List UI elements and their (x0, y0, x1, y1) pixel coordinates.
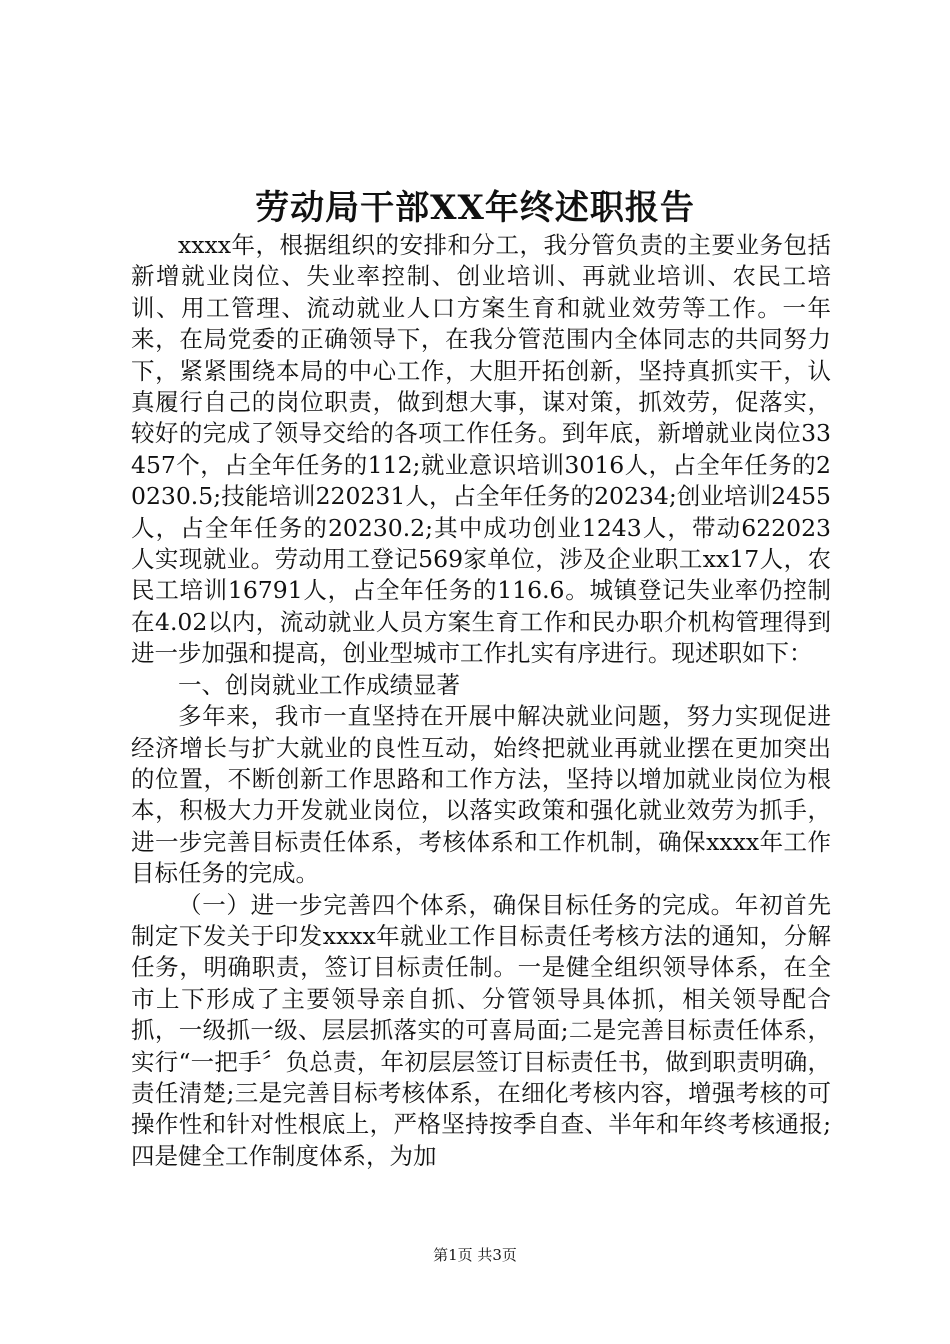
document-body (131, 230, 831, 1172)
paragraph-intro: xxxx年，根据组织的安排和分工，我分管负责的主要业务包括新增就业岗位、失业率控制、创业培训、再就业培训、农民工培训、用工管理、流动就业人口方案生育和就业效劳等工作。一年来，在局党委的正确领导下，在我分管范围内全体同志的共同努力下，紧紧围绕本局的中心工作，大胆开拓创新，坚持真抓实干，认真履行自己的岗位职责，做到想大事，谋对策，抓效劳，促落实，较好的完成了领导交给的各项工作任务。到年底，新增就业岗位33457个，占全年任务的112;就业意识培训3016人，占全年任务的20230.5;技能培训220231人，占全年任务的20234;创业培训2455人，占全年任务的20230.2;其中成功创业1243人，带动622023人实现就业。劳动用工登记569家单位，涉及企业职工xx17人，农民工培训16791人，占全年任务的116.6。城镇登记失业率仍控制在4.02以内，流动就业人员方案生育工作和民办职介机构管理得到进一步加强和提高，创业型城市工作扎实有序进行。现述职如下： (131, 231, 831, 668)
section-heading: 一、创岗就业工作成绩显著 (178, 670, 460, 699)
paragraph-section-1: 多年来，我市一直坚持在开展中解决就业问题，努力实现促进经济增长与扩大就业的良性互动，始终把就业再就业摆在更加突出的位置，不断创新工作思路和工作方法，坚持以增加就业岗位为根本，积极大力开发就业岗位，以落实政策和强化就业效劳为抓手，进一步完善目标责任体系，考核体系和工作机制，确保xxxx年工作目标任务的完成。 (131, 702, 831, 888)
document-title: 劳动局干部XX年终述职报告 (255, 188, 695, 228)
paragraph-subsection-1: （一）进一步完善四个体系，确保目标任务的完成。年初首先制定下发关于印发xxxx年就业工作目标责任考核方法的通知，分解任务，明确职责，签订目标责任制。一是健全组织领导体系，在全市上下形成了主要领导亲自抓、分管领导具体抓，相关领导配合抓，一级抓一级、层层抓落实的可喜局面;二是完善目标责任体系，实行“一把手〞负总责，年初层层签订目标责任书，做到职责明确，责任清楚;三是完善目标考核体系，在细化考核内容，增强考核的可操作性和针对性根底上，严格坚持按季自查、半年和年终考核通报;四是健全工作制度体系，为加 (131, 890, 831, 1170)
page-footer: 第1页 共3页 (433, 1246, 517, 1264)
